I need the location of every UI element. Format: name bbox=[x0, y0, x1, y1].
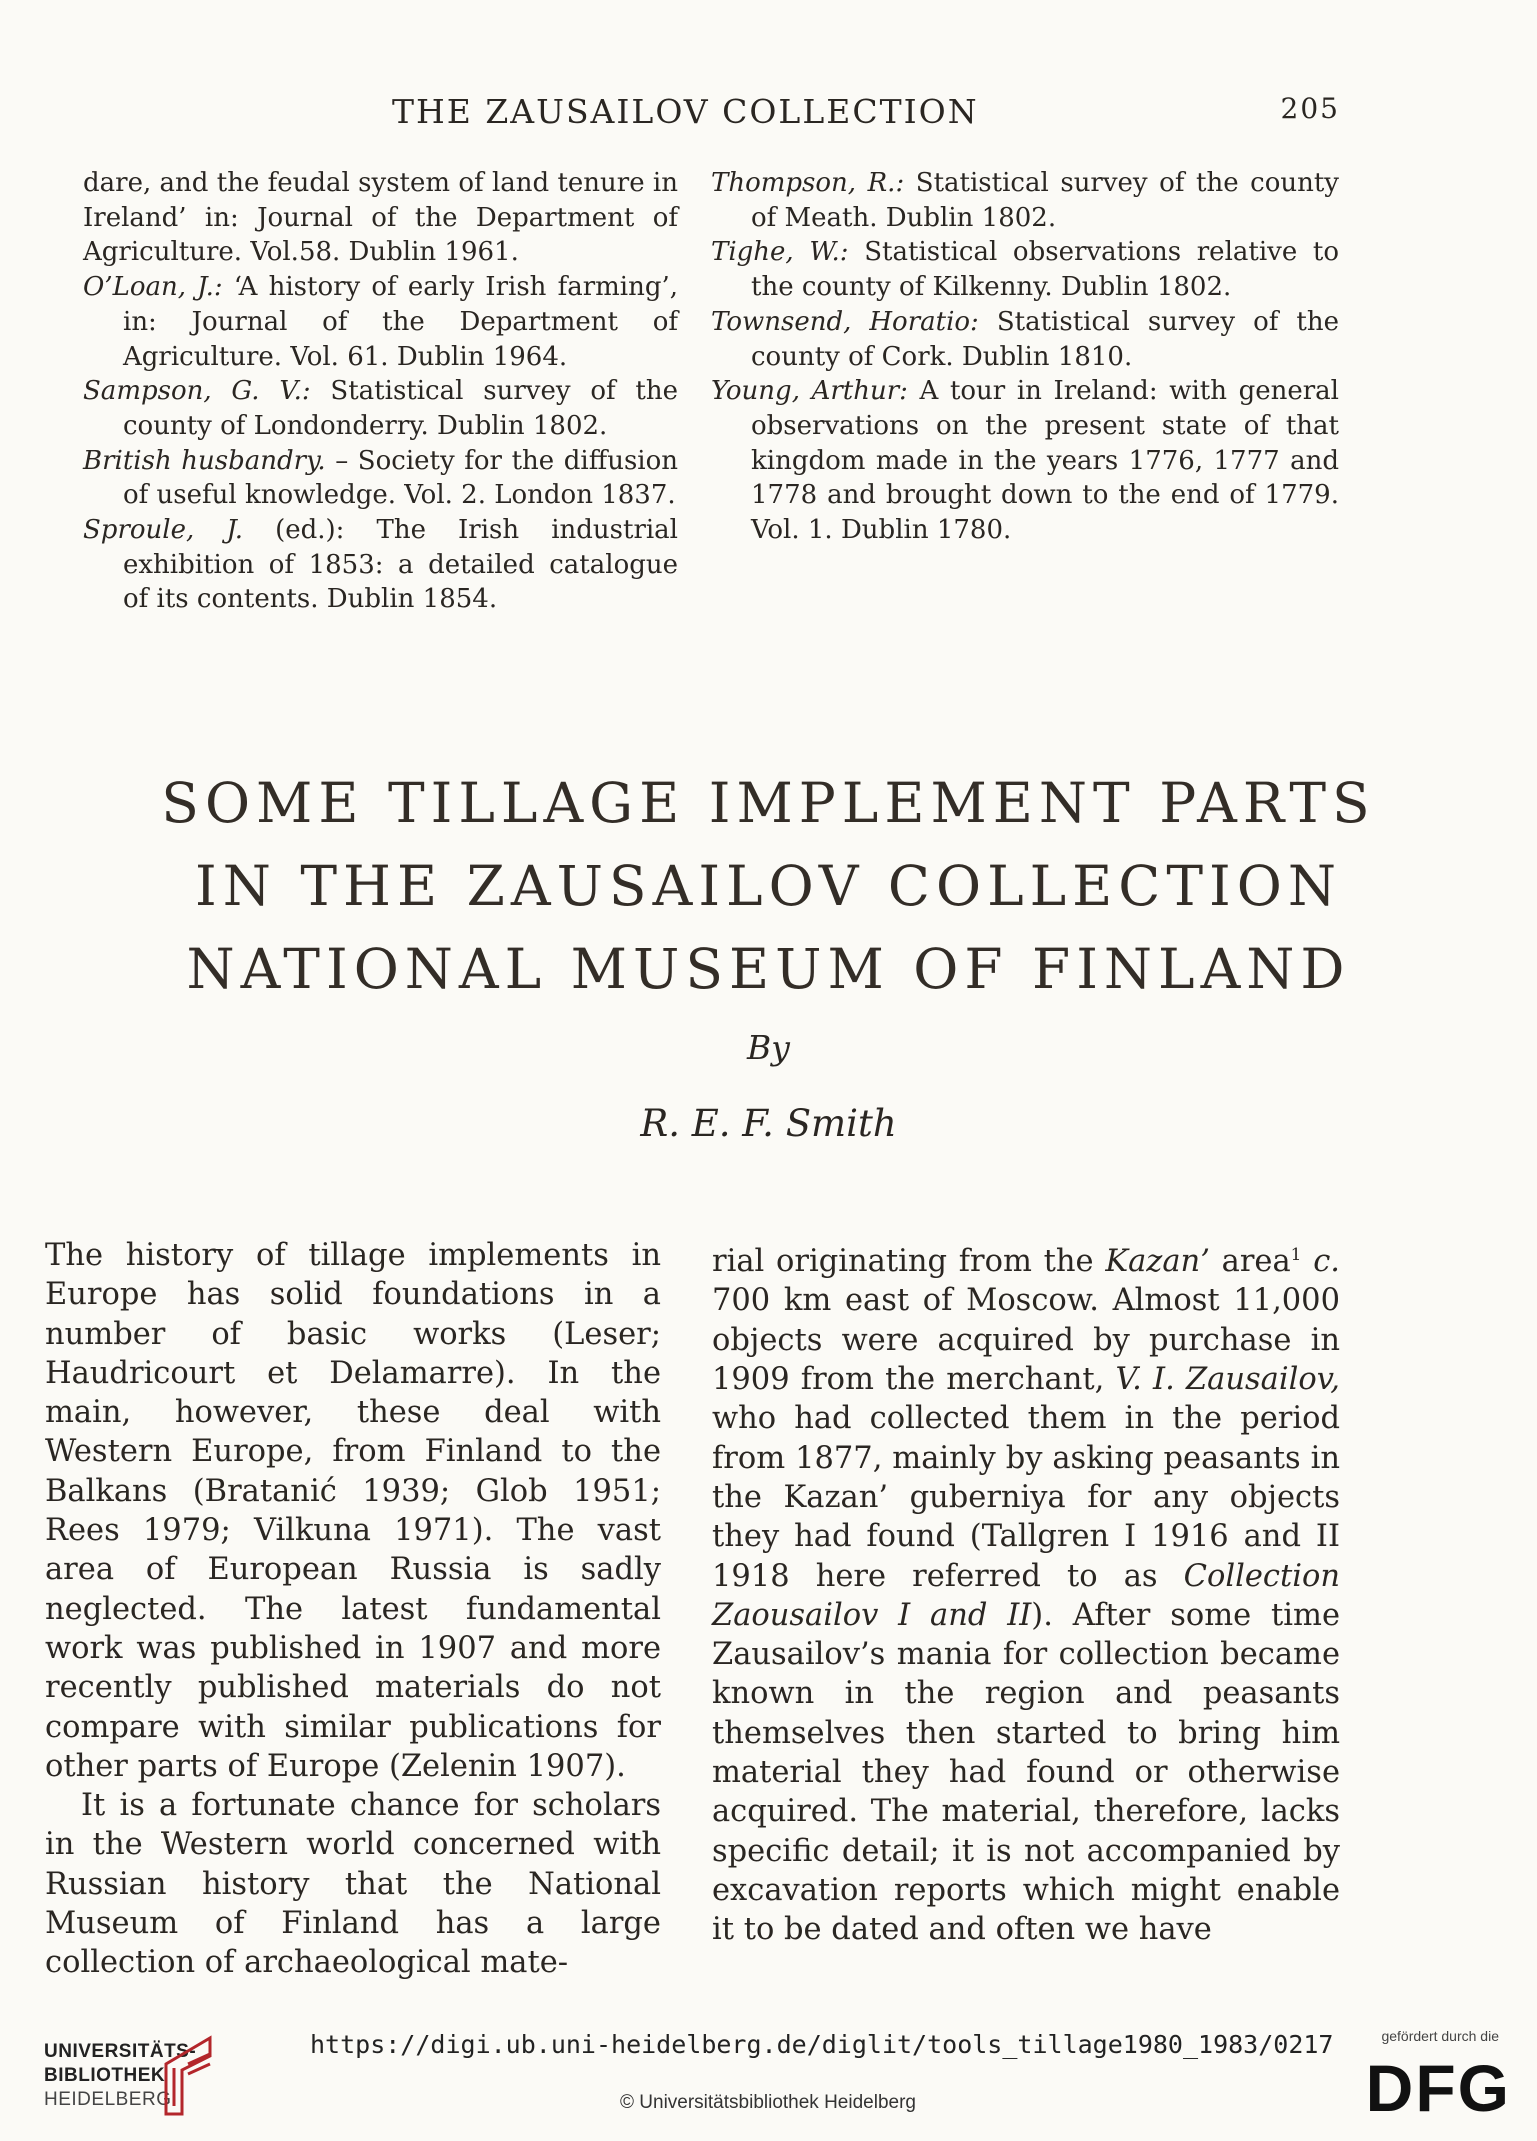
reference-author: Thompson, R.: bbox=[711, 168, 905, 198]
reference-text: A tour in Ireland: with general observations on the present state of that kingdom made in the years 1776, 1777 and 1778 and brought down to the end of 1779. Vol. 1. Dublin 1780. bbox=[751, 376, 1339, 546]
body-text: rial originating from the bbox=[712, 1244, 1106, 1280]
reference-entry bbox=[83, 270, 678, 374]
reference-author: Tighe, W.: bbox=[711, 237, 849, 268]
reference-author: O’Loan, J.: bbox=[83, 272, 223, 303]
body-column-left bbox=[45, 1236, 661, 1983]
reference-text: Statistical survey of the county of Meath. Dublin 1802. bbox=[751, 168, 1340, 233]
funder-caption: gefördert durch die bbox=[1381, 2028, 1499, 2044]
reference-author: Townsend, Horatio: bbox=[711, 306, 979, 337]
body-paragraph: The history of tillage implements in Europe has solid foundations in a number of basic works (Leser; Haudricourt et Delamarre). In the main, however, these deal with Western Europe, from Finland to the Balkans (Bratanić 1939; Glob 1951; Rees 1979; Vilkuna 1971). The vast area of European Russia is sadly neglected. The latest fundamental work was published in 1907 and more recently published materials do not compare with similar publications for other parts of Europe (Zelenin 1907). bbox=[45, 1238, 661, 1784]
reference-text: (ed.): The Irish industrial exhibition of 1853: a detailed catalogue of its contents. Dublin 1854. bbox=[123, 515, 679, 615]
reference-entry bbox=[711, 305, 1339, 374]
reference-entry bbox=[83, 166, 678, 270]
reference-author: British husbandry. bbox=[83, 445, 326, 476]
library-line: UNIVERSITÄTS- bbox=[44, 2041, 197, 2062]
running-header bbox=[0, 92, 1537, 136]
article-title bbox=[0, 762, 1537, 1011]
article-title-line: SOME TILLAGE IMPLEMENT PARTS bbox=[161, 771, 1376, 835]
article-title-line: NATIONAL MUSEUM OF FINLAND bbox=[186, 937, 1351, 1001]
body-text: ). After some time Zausailov’s mania for collection became known in the region and peasants themselves then started to bring him material they had found or otherwise acquired. The material, therefore, lacks specific detail; it is not accompanied by excavation reports which might enable it to be dated and often we have bbox=[712, 1597, 1340, 1948]
reference-text: ‘A history of early Irish farming’, in: Journal of the Department of Agriculture. Vol. 61. Dublin 1964. bbox=[123, 272, 679, 372]
reference-text: dare, and the feudal system of land tenure in Ireland’ in: Journal of the Department of Agriculture. Vol.58. Dublin 1961. bbox=[83, 168, 678, 268]
reference-entry bbox=[711, 235, 1339, 304]
reference-text: Statistical survey of the county of Cork. Dublin 1810. bbox=[751, 306, 1339, 372]
library-line: BIBLIOTHEK bbox=[44, 2065, 166, 2086]
reference-entry bbox=[83, 374, 678, 443]
body-text: who had collected them in the period from 1877, mainly by asking peasants in the Kazan’ guberniya for any objects they had found (Tallgren I 1916 and II 1918 here referred to as bbox=[712, 1401, 1340, 1594]
article-title-line: IN THE ZAUSAILOV COLLECTION bbox=[195, 854, 1342, 918]
source-url-link[interactable]: https://digi.ub.uni-heidelberg.de/diglit/tools_tillage1980_1983/0217 bbox=[310, 2030, 1334, 2059]
by-line: By bbox=[747, 1028, 790, 1067]
references-right-column bbox=[711, 166, 1339, 548]
footer bbox=[0, 2010, 1537, 2141]
library-emblem-icon bbox=[162, 2034, 214, 2116]
reference-text: Statistical survey of the county of Londonderry. Dublin 1802. bbox=[123, 376, 678, 441]
merchant-name: V. I. Zausailov, bbox=[1115, 1362, 1340, 1398]
reference-text: Statistical observations relative to the county of Kilkenny. Dublin 1802. bbox=[751, 237, 1339, 303]
library-line: HEIDELBERG bbox=[44, 2089, 172, 2110]
author-name: R. E. F. Smith bbox=[640, 1102, 897, 1145]
reference-author: Young, Arthur: bbox=[711, 376, 908, 407]
body-text: 700 km east of Moscow. Almost 11,000 objects were acquired by purchase in 1909 from the merchant, bbox=[712, 1283, 1340, 1398]
dfg-logo: DFG bbox=[1365, 2051, 1511, 2125]
reference-entry bbox=[711, 166, 1339, 235]
body-column-right bbox=[712, 1236, 1340, 1950]
body-text: area bbox=[1209, 1244, 1291, 1280]
footnote-marker[interactable]: 1 bbox=[1290, 1245, 1302, 1265]
references-left-column bbox=[83, 166, 678, 617]
copyright-notice: © Universitätsbibliothek Heidelberg bbox=[620, 2092, 916, 2113]
page-number: 205 bbox=[1280, 92, 1340, 125]
reference-entry bbox=[83, 444, 678, 513]
body-paragraph bbox=[712, 1236, 1340, 1950]
body-paragraph: It is a fortunate chance for scholars in the Western world concerned with Russian history that the National Museum of Finland has a large collection of archaeological mate- bbox=[45, 1788, 661, 1981]
reference-author: Sampson, G. V.: bbox=[83, 376, 311, 407]
running-title: THE ZAUSAILOV COLLECTION bbox=[392, 92, 979, 131]
collection-title: Collection Zaousailov I and II bbox=[712, 1558, 1340, 1633]
reference-author: Sproule, J. bbox=[83, 515, 243, 546]
reference-text: – Society for the diffusion of useful knowledge. Vol. 2. London 1837. bbox=[123, 445, 678, 511]
place-name: Kazan’ bbox=[1105, 1244, 1210, 1280]
reference-entry bbox=[83, 513, 678, 617]
reference-entry bbox=[711, 374, 1339, 548]
circa-abbrev: c. bbox=[1301, 1244, 1340, 1280]
